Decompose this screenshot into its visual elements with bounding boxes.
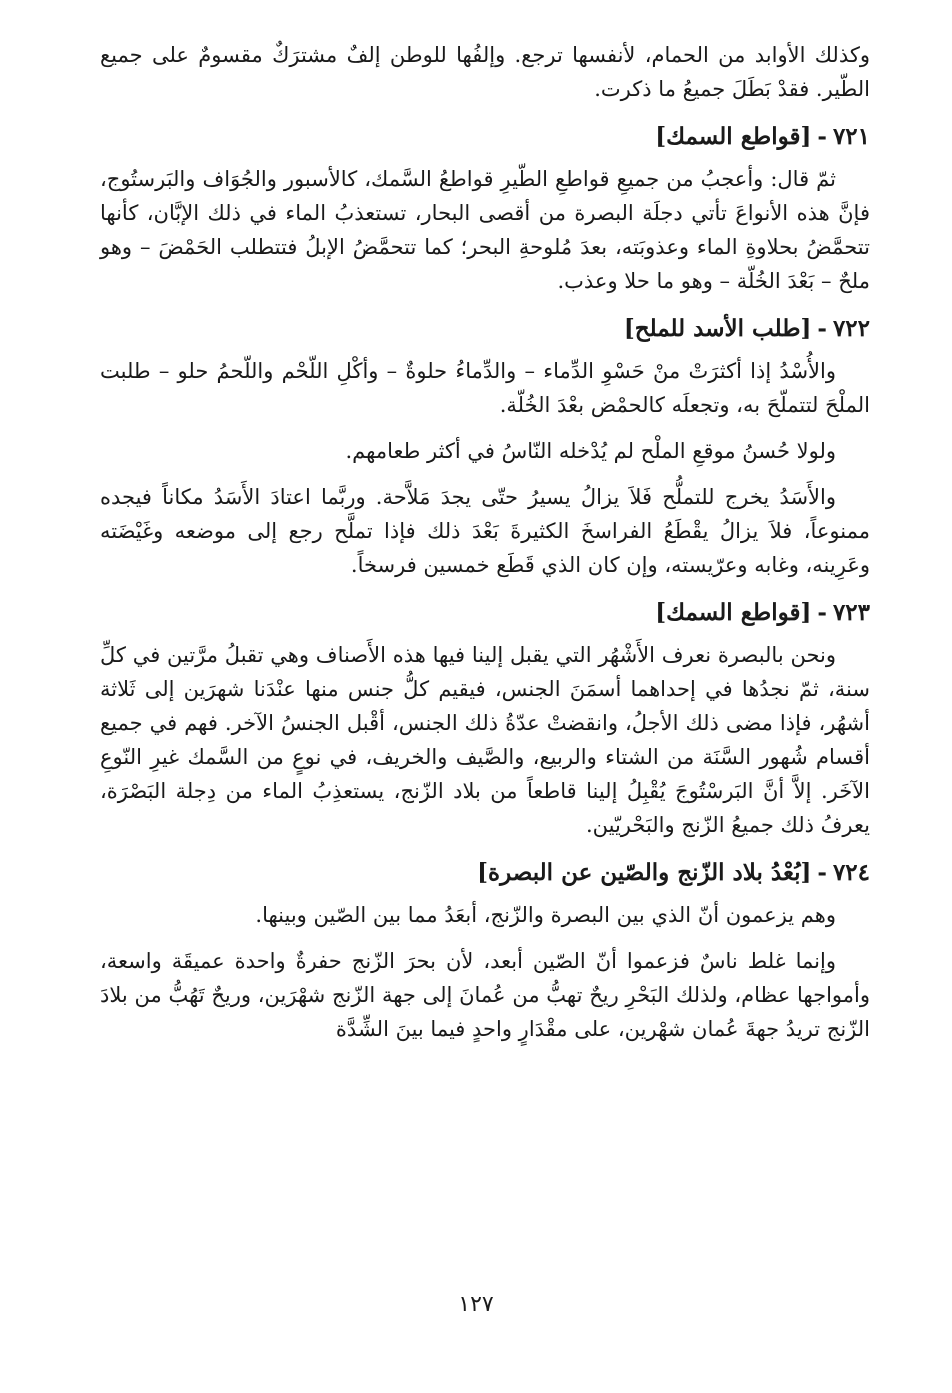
page-number: ١٢٧ — [458, 1292, 494, 1317]
paragraph-721: ثمّ قال: وأعجبُ من جميعِ قواطعِ الطّيرِ قواطعُ السَّمك، كالأسبور والجُوَاف والبَرستُوج، فإنَّ هذه الأنواعَ تأتي دجلَة البصرة من أقصى البحار، تستعذبُ الماء في ذلك الإبَّان، كأنها تتحمَّضُ بحلاوةِ الماء وعذوبَته، بعدَ مُلوحةِ البحر؛ كما تتحمَّضُ الإبلُ فتتطلب الحَمْضَ – وهو ملحٌ – بَعْدَ الخُلّة – وهو ما حلا وعذب. — [100, 167, 870, 293]
section-heading-724 — [100, 856, 870, 890]
heading-dash: - — [817, 123, 827, 150]
section-heading-723 — [100, 596, 870, 630]
section-title: [طلب الأسد للملح] — [623, 315, 812, 342]
section-number: ٧٢٣ — [832, 599, 870, 626]
paragraph-724-b: وإنما غلط ناسٌ فزعموا أنّ الصّين أبعد، لأن بحرَ الزّنج حفرةٌ واحدة عميقَة واسعة، وأمواجها عظام، ولذلك البَحْرِ ريحٌ تهبُّ من عُمانَ إلى جهة الزّنج شهْرَين، وريحٌ تَهُبُّ من بلادَ الزّنج تريدُ جهةَ عُمان شهْرين، على مقْدَارٍ واحدٍ فيما بينَ الشِّدَّة — [100, 949, 870, 1041]
heading-dash: - — [817, 315, 827, 342]
section-number: ٧٢٤ — [832, 859, 870, 886]
section-title: [بُعْدُ بلاد الزّنج والصّين عن البصرة] — [477, 859, 812, 886]
section-heading-721 — [100, 120, 870, 154]
section-title: [قواطع السمك] — [655, 123, 812, 150]
heading-dash: - — [817, 859, 827, 886]
paragraph-722-a: والأُسْدُ إذا أكثرَتْ منْ حَسْوِ الدِّماء – والدِّماءُ حلوةٌ – وأكْلِ اللّحْم واللّحمُ حلو – طلبت الملْحَ لتتملّحَ به، وتجعلَه كالحمْض بعْدَ الخُلّة. — [100, 359, 870, 417]
section-heading-722 — [100, 312, 870, 346]
section-title: [قواطع السمك] — [655, 599, 812, 626]
paragraph-722-b: ولولا حُسنُ موقعِ الملْح لم يُدْخله النّاسُ في أكثر طعامهم. — [345, 439, 836, 463]
section-number: ٧٢١ — [832, 123, 870, 150]
section-number: ٧٢٢ — [832, 315, 870, 342]
paragraph-724-a: وهم يزعمون أنّ الذي بين البصرة والزّنج، أبعَدُ مما بين الصّين وبينها. — [255, 903, 836, 927]
heading-dash: - — [817, 599, 827, 626]
page-body — [100, 38, 870, 1058]
paragraph-intro: وكذلك الأوابد من الحمام، لأنفسها ترجع. وإلفُها للوطن إلفٌ مشترَكٌ مقسومٌ على جميع الطّير. فقدْ بَطَلَ جميعُ ما ذكرت. — [100, 43, 870, 101]
paragraph-723: ونحن بالبصرة نعرف الأَشْهُر التي يقبل إلينا فيها هذه الأَصناف وهي تقبلُ مرَّتين في كلِّ سنة، ثمّ نجدُها في إحداهما أسمَنَ الجنس، فيقيم كلُّ جنس منها عنْدَنا شهرَين إلى ثَلاثة أشهُر، فإذا مضى ذلك الأجلُ، وانقضتْ عدّةُ ذلك الجنس، أقْبل الجنسُ الآخر. فهم في جميع أقسام شُهور السَّنَة من الشتاء والربيع، والصَّيف والخريف، في نوعٍ من السَّمك غيرِ النّوعِ الآخَر. إلاَّ أنَّ البَرسْتُوجَ يُقْبِلُ إلينا قاطعاً من بلاد الزّنج، يستعذِبُ الماء من دِجلة البَصْرَة، يعرفُ ذلك جميعُ الزّنج والبَحْريّين. — [100, 643, 870, 837]
paragraph-722-c: والأَسَدُ يخرج للتملُّح فَلاَ يزالُ يسيرُ حتّى يجدَ مَلاَّحة. وربَّما اعتادَ الأَسَدُ مكاناً فيجده ممنوعاً، فلاَ يزالُ يقْطَعُ الفراسخَ الكثيرةَ بَعْدَ ذلك فإذا تملَّح رجع إلى موضعه وغَيْضَته وعَرِينه، وغابه وعرّيسته، وإن كان الذي قَطَع خمسين فرسخاً. — [100, 485, 870, 577]
